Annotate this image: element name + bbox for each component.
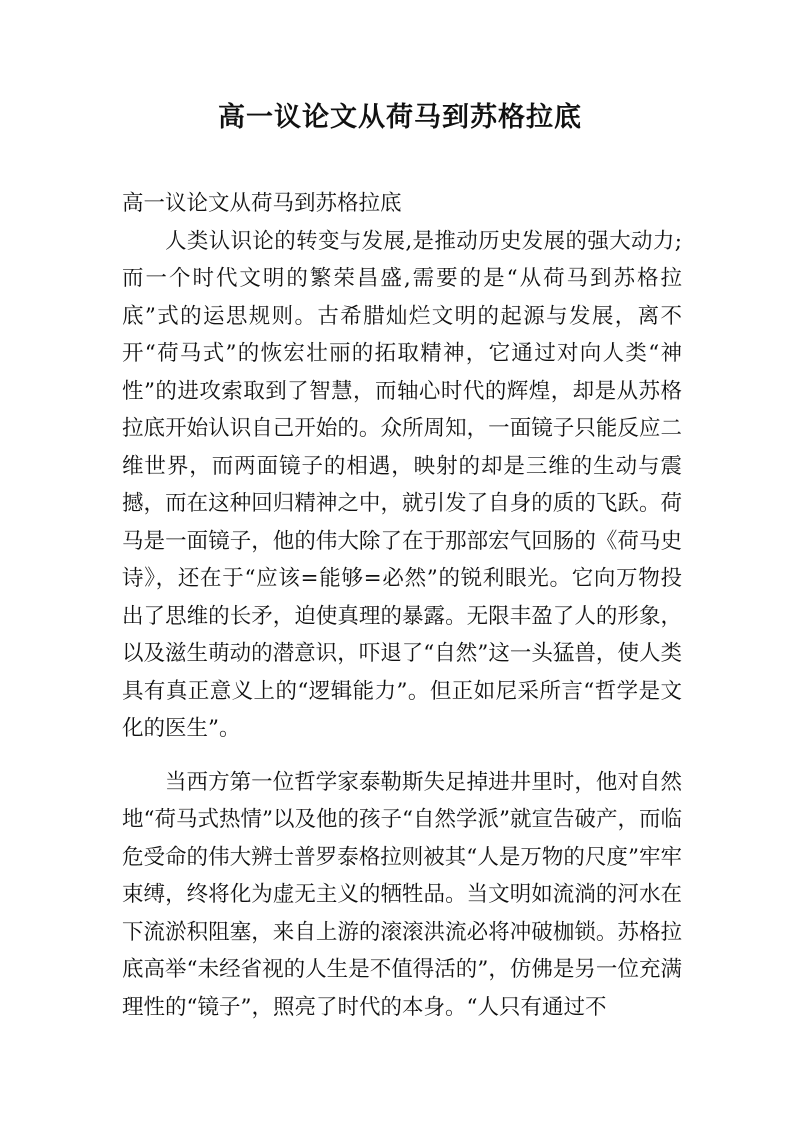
document-body [122, 185, 682, 1026]
document-title: 高一议论文从荷马到苏格拉底 [218, 102, 582, 133]
paragraph-2: 当西方第一位哲学家泰勒斯失足掉进井里时，他对自然地“荷马式热情”以及他的孩子“自然学派”就宣告破产，而临危受命的伟大辨士普罗泰格拉则被其“人是万物的尺度”牢牢束缚，终将化为虚无主义的牺牲品。当文明如流淌的河水在下流淤积阻塞，来自上游的滚滚洪流必将冲破枷锁。苏格拉底高举“未经省视的人生是不值得活的”，仿佛是另一位充满理性的“镜子”，照亮了时代的本身。“人只有通过不 [122, 769, 682, 1020]
paragraph-1: 人类认识论的转变与发展,是推动历史发展的强大动力;而一个时代文明的繁荣昌盛,需要的是“从荷马到苏格拉底”式的运思规则。古希腊灿烂文明的起源与发展，离不开“荷马式”的恢宏壮丽的拓取精神，它通过对向人类“神性”的进攻索取到了智慧，而轴心时代的辉煌，却是从苏格拉底开始认识自己开始的。众所周知，一面镜子只能反应二维世界，而两面镜子的相遇，映射的却是三维的生动与震撼，而在这种回归精神之中，就引发了自身的质的飞跃。荷马是一面镜子，他的伟大除了在于那部宏气回肠的《荷马史诗》，还在于“应该=能够=必然”的锐利眼光。它向万物投出了思维的长矛，迫使真理的暴露。无限丰盈了人的形象，以及滋生萌动的潜意识，吓退了“自然”这一头猛兽，使人类具有真正意义上的“逻辑能力”。但正如尼采所言“哲学是文化的医生”。 [122, 228, 682, 741]
document-subtitle: 高一议论文从荷马到苏格拉底 [122, 191, 402, 216]
